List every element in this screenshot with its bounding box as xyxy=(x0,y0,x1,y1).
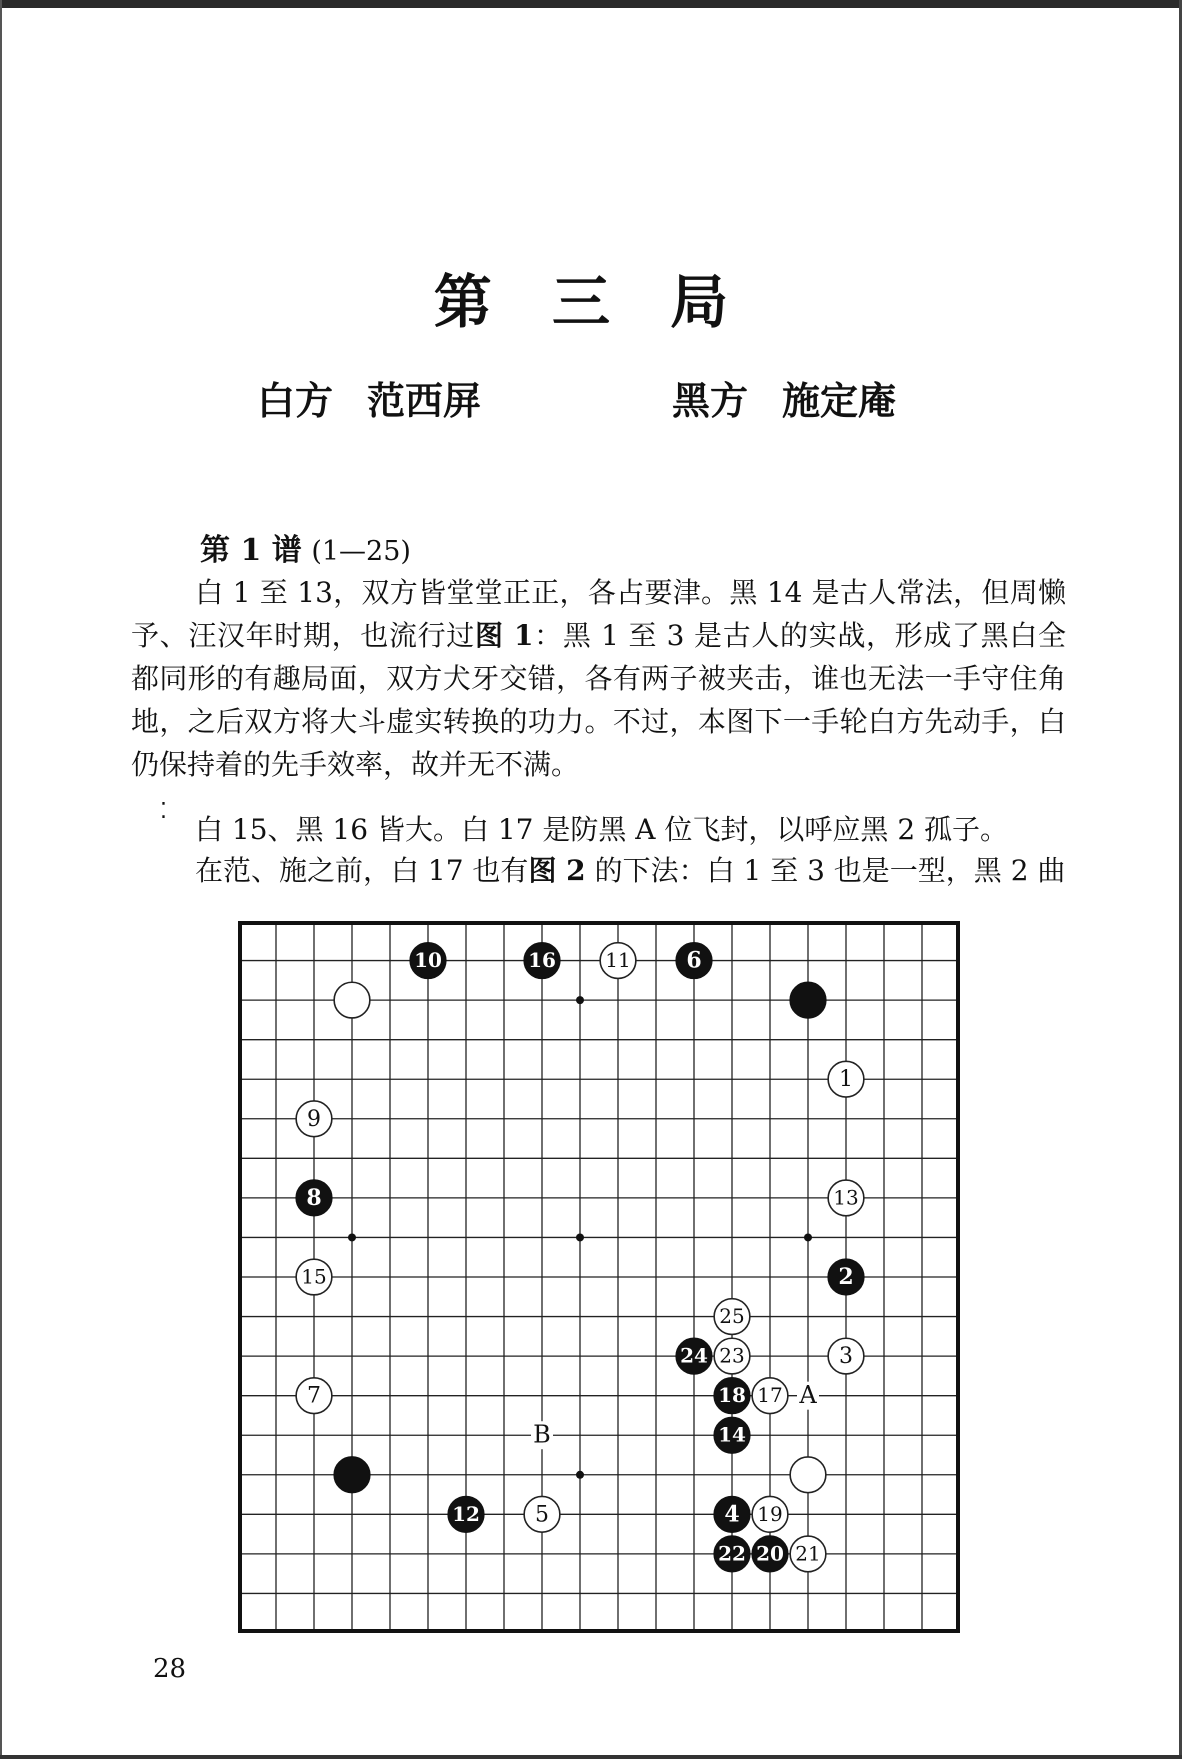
scan-border-bottom xyxy=(0,1755,1182,1759)
stone-move-number: 9 xyxy=(307,1106,321,1132)
stone-move-number: 12 xyxy=(452,1501,480,1526)
stone-move-number: 10 xyxy=(414,948,442,973)
stone-move-number: 15 xyxy=(301,1264,327,1289)
scan-border-top xyxy=(0,0,1182,8)
stone-move-number: 5 xyxy=(535,1502,549,1528)
go-board-svg xyxy=(238,921,960,1633)
stone-move-number: 18 xyxy=(718,1383,746,1408)
stone-move-number: 8 xyxy=(306,1184,322,1211)
white-player-name: 范西屏 xyxy=(367,378,482,423)
stone-move-number: 21 xyxy=(795,1541,821,1566)
star-point xyxy=(804,1233,812,1241)
stone-move-number: 3 xyxy=(839,1344,853,1370)
star-point xyxy=(576,1233,584,1241)
stone-move-number: 2 xyxy=(838,1264,854,1290)
white-player xyxy=(257,370,481,425)
star-point xyxy=(576,996,584,1004)
black-player-name: 施定庵 xyxy=(782,378,897,423)
commentary-paragraph-3 xyxy=(131,849,1066,892)
figure-ref-1: 图 1 xyxy=(474,619,534,652)
section-heading xyxy=(200,525,411,569)
stone-move-number: 20 xyxy=(756,1541,784,1566)
white-stone xyxy=(334,982,370,1018)
star-point xyxy=(576,1471,584,1479)
section-label: 第 1 谱 xyxy=(200,533,302,568)
margin-dots: ⁚ xyxy=(160,799,167,824)
white-stone xyxy=(790,1457,826,1493)
black-player xyxy=(672,370,896,425)
stone-move-number: 1 xyxy=(839,1067,853,1093)
section-range: (1—25) xyxy=(311,536,411,567)
commentary-paragraph-2 xyxy=(131,808,1066,851)
stone-move-number: 23 xyxy=(719,1343,745,1368)
go-board-diagram xyxy=(238,921,960,1633)
stone-move-number: 14 xyxy=(718,1422,746,1447)
white-player-label: 白方 xyxy=(257,378,334,423)
p1-text-b: ：黑 1 至 3 是古人的实战，形成了黑白全都同形的有趣局面，双方犬牙交错，各有两子被夹击，谁也无法一手守住角地，之后双方将大斗虚实转换的功力。不过，本图下一手轮白方先动手，白仍保持着的先手效率，故并无不满。 xyxy=(131,619,1066,781)
stone-move-number: 17 xyxy=(757,1383,783,1408)
stone-move-number: 16 xyxy=(528,948,556,973)
star-point xyxy=(348,1233,356,1241)
stone-move-number: 24 xyxy=(680,1343,708,1368)
black-player-label: 黑方 xyxy=(672,378,749,423)
p2-text: 白 15、黑 16 皆大。白 17 是防黑 A 位飞封，以呼应黑 2 孤子。 xyxy=(195,813,1009,846)
figure-ref-2: 图 2 xyxy=(528,854,586,887)
commentary-paragraph-1 xyxy=(131,571,1066,786)
stone-move-number: 6 xyxy=(686,947,702,974)
p1-text-a: 白 1 至 13，双方皆堂堂正正，各占要津。黑 14 是古人常法，但周懒予、汪汉年时期，也流行过 xyxy=(131,576,1066,652)
black-stone xyxy=(790,982,826,1018)
stone-move-number: 11 xyxy=(605,948,631,973)
stone-move-number: 19 xyxy=(757,1501,783,1526)
point-marker-label: B xyxy=(533,1420,551,1449)
game-title: 第 三 局 xyxy=(433,268,749,336)
stone-move-number: 4 xyxy=(724,1501,740,1528)
page-number: 28 xyxy=(153,1654,187,1684)
stone-move-number: 13 xyxy=(833,1185,859,1210)
point-marker-label: A xyxy=(799,1381,817,1410)
stone-move-number: 7 xyxy=(307,1383,321,1409)
stone-move-number: 22 xyxy=(718,1541,746,1566)
black-stone xyxy=(334,1457,370,1493)
stone-move-number: 25 xyxy=(719,1304,745,1329)
p3-text-b: 的下法：白 1 至 3 也是一型，黑 2 曲 xyxy=(585,854,1066,887)
p3-text-a: 在范、施之前，白 17 也有 xyxy=(195,854,529,887)
